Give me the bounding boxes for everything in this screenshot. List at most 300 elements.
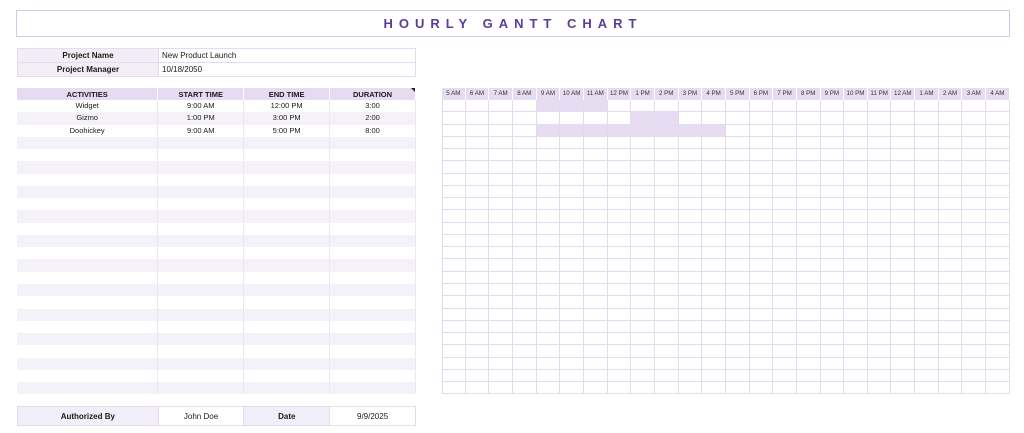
gantt-cell[interactable] (631, 100, 655, 112)
gantt-cell[interactable] (466, 370, 490, 382)
gantt-cell[interactable] (466, 272, 490, 284)
gantt-cell[interactable] (584, 235, 608, 247)
gantt-cell[interactable] (868, 333, 892, 345)
gantt-cell[interactable] (513, 100, 537, 112)
gantt-cell[interactable] (584, 382, 608, 394)
gantt-cell[interactable] (939, 235, 963, 247)
gantt-cell[interactable] (726, 223, 750, 235)
activity-name-cell[interactable] (17, 309, 158, 321)
gantt-cell[interactable] (844, 125, 868, 137)
gantt-cell[interactable] (466, 284, 490, 296)
gantt-cell[interactable] (821, 370, 845, 382)
activity-name-cell[interactable] (17, 137, 158, 149)
gantt-cell[interactable] (466, 309, 490, 321)
gantt-cell[interactable] (679, 112, 703, 124)
gantt-cell[interactable] (560, 186, 584, 198)
gantt-cell[interactable] (962, 358, 986, 370)
gantt-cell[interactable] (466, 149, 490, 161)
gantt-cell[interactable] (915, 186, 939, 198)
end-time-cell[interactable] (244, 137, 330, 149)
gantt-cell[interactable] (750, 235, 774, 247)
gantt-cell[interactable] (442, 223, 466, 235)
gantt-cell[interactable] (655, 296, 679, 308)
start-time-cell[interactable] (158, 345, 244, 357)
gantt-cell[interactable] (608, 309, 632, 321)
gantt-cell[interactable] (608, 358, 632, 370)
gantt-cell[interactable] (750, 247, 774, 259)
gantt-cell[interactable] (726, 161, 750, 173)
duration-cell[interactable] (330, 186, 416, 198)
end-time-cell[interactable] (244, 223, 330, 235)
gantt-cell[interactable] (489, 259, 513, 271)
gantt-cell[interactable] (513, 235, 537, 247)
gantt-cell[interactable] (442, 259, 466, 271)
gantt-cell[interactable] (797, 137, 821, 149)
gantt-cell[interactable] (537, 210, 561, 222)
gantt-cell[interactable] (631, 149, 655, 161)
start-time-cell[interactable]: 9:00 AM (158, 125, 244, 137)
duration-cell[interactable] (330, 333, 416, 345)
gantt-cell[interactable] (891, 149, 915, 161)
gantt-cell[interactable] (560, 272, 584, 284)
gantt-cell[interactable] (513, 174, 537, 186)
gantt-cell[interactable] (679, 345, 703, 357)
start-time-cell[interactable] (158, 210, 244, 222)
gantt-cell[interactable] (891, 198, 915, 210)
gantt-cell[interactable] (726, 382, 750, 394)
gantt-cell[interactable] (868, 247, 892, 259)
gantt-cell[interactable] (773, 223, 797, 235)
gantt-cell[interactable] (631, 137, 655, 149)
gantt-cell[interactable] (939, 100, 963, 112)
gantt-cell[interactable] (537, 284, 561, 296)
duration-cell[interactable] (330, 247, 416, 259)
gantt-cell[interactable] (560, 358, 584, 370)
gantt-cell[interactable] (797, 284, 821, 296)
project-name-value[interactable]: New Product Launch (159, 49, 416, 63)
end-time-cell[interactable] (244, 296, 330, 308)
gantt-cell[interactable] (797, 309, 821, 321)
gantt-cell[interactable] (513, 137, 537, 149)
gantt-cell[interactable] (489, 198, 513, 210)
end-time-cell[interactable] (244, 161, 330, 173)
gantt-cell[interactable] (915, 309, 939, 321)
gantt-cell[interactable] (986, 112, 1010, 124)
gantt-cell[interactable] (821, 223, 845, 235)
gantt-cell[interactable] (560, 161, 584, 173)
gantt-cell[interactable] (773, 259, 797, 271)
gantt-cell[interactable] (608, 370, 632, 382)
gantt-cell[interactable] (986, 321, 1010, 333)
gantt-cell[interactable] (726, 345, 750, 357)
gantt-cell[interactable] (750, 259, 774, 271)
gantt-cell[interactable] (891, 358, 915, 370)
gantt-cell[interactable] (773, 210, 797, 222)
gantt-bar-cell[interactable] (537, 100, 561, 112)
gantt-cell[interactable] (655, 358, 679, 370)
gantt-cell[interactable] (750, 358, 774, 370)
gantt-cell[interactable] (939, 223, 963, 235)
gantt-cell[interactable] (939, 345, 963, 357)
gantt-cell[interactable] (489, 137, 513, 149)
gantt-cell[interactable] (773, 174, 797, 186)
gantt-cell[interactable] (986, 100, 1010, 112)
duration-cell[interactable] (330, 321, 416, 333)
gantt-cell[interactable] (915, 235, 939, 247)
end-time-cell[interactable] (244, 186, 330, 198)
gantt-cell[interactable] (962, 272, 986, 284)
gantt-cell[interactable] (773, 137, 797, 149)
gantt-cell[interactable] (608, 100, 632, 112)
gantt-cell[interactable] (939, 358, 963, 370)
gantt-cell[interactable] (442, 210, 466, 222)
gantt-cell[interactable] (986, 223, 1010, 235)
gantt-cell[interactable] (750, 370, 774, 382)
gantt-cell[interactable] (962, 100, 986, 112)
gantt-cell[interactable] (608, 296, 632, 308)
gantt-cell[interactable] (962, 223, 986, 235)
gantt-cell[interactable] (584, 309, 608, 321)
gantt-cell[interactable] (560, 296, 584, 308)
gantt-cell[interactable] (773, 309, 797, 321)
gantt-cell[interactable] (560, 198, 584, 210)
gantt-cell[interactable] (797, 345, 821, 357)
end-time-cell[interactable]: 12:00 PM (244, 100, 330, 112)
gantt-cell[interactable] (537, 161, 561, 173)
duration-cell[interactable] (330, 149, 416, 161)
gantt-cell[interactable] (489, 309, 513, 321)
gantt-cell[interactable] (537, 333, 561, 345)
gantt-cell[interactable] (797, 259, 821, 271)
activity-name-cell[interactable] (17, 186, 158, 198)
gantt-cell[interactable] (891, 333, 915, 345)
start-time-cell[interactable] (158, 370, 244, 382)
gantt-cell[interactable] (489, 125, 513, 137)
gantt-cell[interactable] (608, 174, 632, 186)
gantt-cell[interactable] (750, 284, 774, 296)
gantt-cell[interactable] (466, 296, 490, 308)
gantt-cell[interactable] (939, 137, 963, 149)
gantt-cell[interactable] (891, 309, 915, 321)
gantt-cell[interactable] (750, 198, 774, 210)
gantt-cell[interactable] (986, 125, 1010, 137)
gantt-cell[interactable] (442, 198, 466, 210)
gantt-cell[interactable] (939, 284, 963, 296)
gantt-cell[interactable] (844, 235, 868, 247)
gantt-cell[interactable] (631, 382, 655, 394)
start-time-cell[interactable] (158, 174, 244, 186)
gantt-cell[interactable] (655, 235, 679, 247)
gantt-cell[interactable] (631, 186, 655, 198)
gantt-cell[interactable] (821, 358, 845, 370)
gantt-cell[interactable] (702, 284, 726, 296)
gantt-cell[interactable] (442, 284, 466, 296)
gantt-cell[interactable] (986, 358, 1010, 370)
gantt-cell[interactable] (655, 247, 679, 259)
gantt-cell[interactable] (608, 382, 632, 394)
gantt-cell[interactable] (726, 174, 750, 186)
gantt-cell[interactable] (868, 161, 892, 173)
gantt-cell[interactable] (442, 370, 466, 382)
gantt-cell[interactable] (750, 309, 774, 321)
gantt-cell[interactable] (962, 345, 986, 357)
gantt-cell[interactable] (631, 321, 655, 333)
gantt-cell[interactable] (679, 198, 703, 210)
gantt-cell[interactable] (915, 272, 939, 284)
gantt-cell[interactable] (513, 345, 537, 357)
gantt-cell[interactable] (442, 321, 466, 333)
gantt-cell[interactable] (797, 333, 821, 345)
gantt-cell[interactable] (797, 149, 821, 161)
gantt-cell[interactable] (489, 186, 513, 198)
gantt-cell[interactable] (584, 149, 608, 161)
gantt-cell[interactable] (442, 161, 466, 173)
end-time-cell[interactable] (244, 272, 330, 284)
gantt-cell[interactable] (986, 333, 1010, 345)
gantt-cell[interactable] (584, 259, 608, 271)
gantt-cell[interactable] (584, 247, 608, 259)
gantt-cell[interactable] (537, 296, 561, 308)
gantt-cell[interactable] (962, 382, 986, 394)
gantt-cell[interactable] (821, 259, 845, 271)
gantt-cell[interactable] (915, 284, 939, 296)
gantt-cell[interactable] (631, 333, 655, 345)
gantt-bar-cell[interactable] (584, 125, 608, 137)
gantt-cell[interactable] (513, 284, 537, 296)
gantt-cell[interactable] (584, 137, 608, 149)
duration-cell[interactable] (330, 259, 416, 271)
gantt-cell[interactable] (631, 345, 655, 357)
gantt-cell[interactable] (868, 198, 892, 210)
gantt-cell[interactable] (679, 210, 703, 222)
gantt-cell[interactable] (844, 370, 868, 382)
gantt-cell[interactable] (726, 235, 750, 247)
gantt-cell[interactable] (584, 186, 608, 198)
gantt-cell[interactable] (702, 149, 726, 161)
gantt-cell[interactable] (655, 161, 679, 173)
gantt-cell[interactable] (726, 100, 750, 112)
gantt-bar-cell[interactable] (631, 125, 655, 137)
gantt-cell[interactable] (537, 112, 561, 124)
gantt-cell[interactable] (702, 112, 726, 124)
gantt-bar-cell[interactable] (679, 125, 703, 137)
duration-cell[interactable] (330, 358, 416, 370)
gantt-cell[interactable] (821, 284, 845, 296)
gantt-cell[interactable] (655, 210, 679, 222)
activity-name-cell[interactable] (17, 358, 158, 370)
gantt-cell[interactable] (844, 247, 868, 259)
duration-cell[interactable] (330, 137, 416, 149)
gantt-cell[interactable] (679, 186, 703, 198)
gantt-cell[interactable] (608, 186, 632, 198)
gantt-cell[interactable] (726, 333, 750, 345)
gantt-cell[interactable] (560, 259, 584, 271)
gantt-cell[interactable] (679, 272, 703, 284)
gantt-cell[interactable] (655, 186, 679, 198)
gantt-cell[interactable] (489, 272, 513, 284)
gantt-cell[interactable] (631, 223, 655, 235)
gantt-cell[interactable] (844, 345, 868, 357)
gantt-cell[interactable] (537, 382, 561, 394)
gantt-cell[interactable] (891, 210, 915, 222)
gantt-bar-cell[interactable] (584, 100, 608, 112)
gantt-cell[interactable] (844, 137, 868, 149)
gantt-cell[interactable] (962, 284, 986, 296)
gantt-cell[interactable] (726, 309, 750, 321)
duration-cell[interactable] (330, 370, 416, 382)
gantt-cell[interactable] (797, 382, 821, 394)
gantt-cell[interactable] (962, 149, 986, 161)
gantt-cell[interactable] (868, 358, 892, 370)
gantt-cell[interactable] (442, 235, 466, 247)
end-time-cell[interactable] (244, 370, 330, 382)
gantt-cell[interactable] (489, 100, 513, 112)
end-time-cell[interactable] (244, 259, 330, 271)
gantt-cell[interactable] (750, 321, 774, 333)
gantt-cell[interactable] (821, 149, 845, 161)
gantt-cell[interactable] (750, 223, 774, 235)
gantt-cell[interactable] (844, 309, 868, 321)
gantt-cell[interactable] (844, 272, 868, 284)
gantt-cell[interactable] (986, 210, 1010, 222)
gantt-cell[interactable] (962, 370, 986, 382)
start-time-cell[interactable] (158, 161, 244, 173)
gantt-cell[interactable] (750, 137, 774, 149)
gantt-cell[interactable] (726, 186, 750, 198)
gantt-cell[interactable] (726, 272, 750, 284)
end-time-cell[interactable] (244, 149, 330, 161)
gantt-cell[interactable] (821, 112, 845, 124)
gantt-cell[interactable] (513, 321, 537, 333)
gantt-cell[interactable] (513, 125, 537, 137)
gantt-cell[interactable] (986, 284, 1010, 296)
gantt-cell[interactable] (537, 137, 561, 149)
gantt-cell[interactable] (560, 223, 584, 235)
gantt-cell[interactable] (962, 247, 986, 259)
project-manager-value[interactable]: 10/18/2050 (159, 63, 416, 77)
gantt-cell[interactable] (466, 259, 490, 271)
gantt-cell[interactable] (868, 125, 892, 137)
gantt-cell[interactable] (560, 149, 584, 161)
end-time-cell[interactable] (244, 345, 330, 357)
gantt-cell[interactable] (489, 284, 513, 296)
gantt-cell[interactable] (986, 137, 1010, 149)
gantt-cell[interactable] (797, 100, 821, 112)
gantt-cell[interactable] (844, 358, 868, 370)
gantt-cell[interactable] (513, 309, 537, 321)
gantt-cell[interactable] (489, 296, 513, 308)
duration-cell[interactable] (330, 296, 416, 308)
gantt-cell[interactable] (915, 174, 939, 186)
start-time-cell[interactable] (158, 358, 244, 370)
gantt-cell[interactable] (891, 284, 915, 296)
gantt-cell[interactable] (773, 161, 797, 173)
gantt-cell[interactable] (655, 137, 679, 149)
gantt-cell[interactable] (726, 296, 750, 308)
gantt-cell[interactable] (986, 272, 1010, 284)
gantt-cell[interactable] (773, 358, 797, 370)
gantt-cell[interactable] (891, 235, 915, 247)
gantt-cell[interactable] (702, 345, 726, 357)
activity-name-cell[interactable] (17, 333, 158, 345)
gantt-cell[interactable] (466, 345, 490, 357)
gantt-cell[interactable] (750, 112, 774, 124)
gantt-cell[interactable] (939, 161, 963, 173)
gantt-cell[interactable] (631, 174, 655, 186)
gantt-cell[interactable] (655, 321, 679, 333)
gantt-cell[interactable] (466, 223, 490, 235)
gantt-cell[interactable] (679, 174, 703, 186)
gantt-cell[interactable] (868, 100, 892, 112)
gantt-cell[interactable] (891, 137, 915, 149)
gantt-cell[interactable] (537, 247, 561, 259)
gantt-cell[interactable] (442, 125, 466, 137)
gantt-cell[interactable] (679, 358, 703, 370)
gantt-cell[interactable] (489, 112, 513, 124)
gantt-cell[interactable] (466, 247, 490, 259)
gantt-cell[interactable] (773, 149, 797, 161)
gantt-cell[interactable] (489, 345, 513, 357)
gantt-cell[interactable] (797, 358, 821, 370)
start-time-cell[interactable] (158, 259, 244, 271)
gantt-cell[interactable] (868, 309, 892, 321)
gantt-cell[interactable] (442, 333, 466, 345)
gantt-cell[interactable] (466, 382, 490, 394)
activity-name-cell[interactable] (17, 272, 158, 284)
gantt-cell[interactable] (466, 100, 490, 112)
gantt-cell[interactable] (844, 174, 868, 186)
gantt-cell[interactable] (702, 235, 726, 247)
gantt-cell[interactable] (868, 382, 892, 394)
gantt-cell[interactable] (891, 161, 915, 173)
gantt-cell[interactable] (702, 174, 726, 186)
gantt-cell[interactable] (915, 358, 939, 370)
gantt-cell[interactable] (560, 247, 584, 259)
gantt-cell[interactable] (891, 247, 915, 259)
gantt-cell[interactable] (962, 259, 986, 271)
gantt-bar-cell[interactable] (608, 125, 632, 137)
gantt-cell[interactable] (466, 161, 490, 173)
gantt-cell[interactable] (915, 321, 939, 333)
gantt-cell[interactable] (679, 100, 703, 112)
gantt-cell[interactable] (750, 100, 774, 112)
gantt-cell[interactable] (631, 296, 655, 308)
gantt-cell[interactable] (844, 198, 868, 210)
gantt-cell[interactable] (821, 309, 845, 321)
gantt-cell[interactable] (891, 100, 915, 112)
end-time-cell[interactable]: 5:00 PM (244, 125, 330, 137)
gantt-cell[interactable] (560, 370, 584, 382)
gantt-cell[interactable] (939, 370, 963, 382)
start-time-cell[interactable] (158, 235, 244, 247)
gantt-cell[interactable] (655, 272, 679, 284)
gantt-cell[interactable] (773, 321, 797, 333)
gantt-cell[interactable] (466, 137, 490, 149)
gantt-cell[interactable] (679, 321, 703, 333)
gantt-cell[interactable] (584, 345, 608, 357)
gantt-cell[interactable] (679, 149, 703, 161)
gantt-cell[interactable] (560, 321, 584, 333)
gantt-cell[interactable] (986, 247, 1010, 259)
gantt-cell[interactable] (702, 186, 726, 198)
gantt-cell[interactable] (702, 309, 726, 321)
gantt-cell[interactable] (962, 210, 986, 222)
gantt-cell[interactable] (702, 210, 726, 222)
gantt-cell[interactable] (773, 112, 797, 124)
gantt-cell[interactable] (821, 210, 845, 222)
duration-cell[interactable] (330, 284, 416, 296)
gantt-cell[interactable] (844, 149, 868, 161)
